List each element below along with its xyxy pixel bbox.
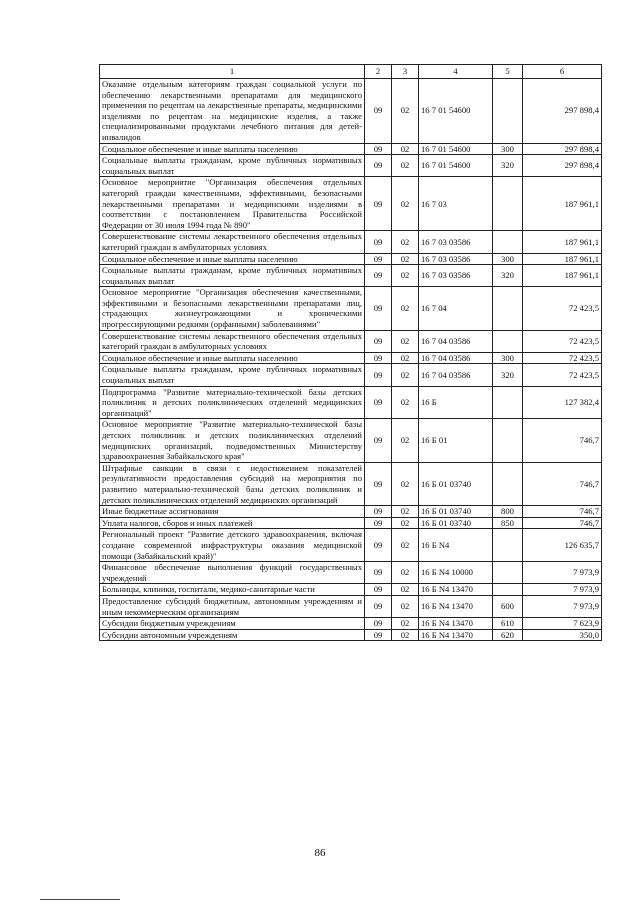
target-article-code: 16 7 04 03586 [419, 352, 493, 364]
subsection-code: 02 [392, 506, 419, 518]
column-header: 2 [365, 65, 392, 79]
expense-type-code [493, 462, 523, 505]
row-name: Социальные выплаты гражданам, кроме публичных нормативных социальных выплат [100, 265, 365, 287]
section-code: 09 [365, 330, 392, 352]
amount: 297 898,4 [523, 155, 602, 177]
target-article-code: 16 7 01 54600 [419, 79, 493, 144]
subsection-code: 02 [392, 155, 419, 177]
amount: 187 961,1 [523, 253, 602, 265]
row-name: Основное мероприятие "Организация обеспечения отдельных категорий граждан качественными, эффективными, безопасными лекарственными препаратами и медицинскими изделиями в соответствии с постановлением Правительства Российской Федерации от 30 июля 1994 года № 890" [100, 177, 365, 231]
subsection-code: 02 [392, 352, 419, 364]
section-code: 09 [365, 79, 392, 144]
expense-type-code [493, 79, 523, 144]
row-name: Совершенствование системы лекарственного обеспечения отдельных категорий граждан в амбулаторных условиях [100, 231, 365, 253]
column-header: 5 [493, 65, 523, 79]
table-header-row [100, 65, 602, 79]
table-row [100, 562, 602, 584]
row-name: Основное мероприятие "Развитие материально-технической базы детских поликлиник и детских поликлинических отделений медицинских организаций, подведомственных Министерству здравоохранения Забайкальского края" [100, 419, 365, 462]
row-name: Основное мероприятие "Организация обеспечения качественными, эффективными и безопасными лекарственными препаратами лиц, страдающих жизнеугрожающими и хроническими прогрессирующими редкими (орфанными) заболеваниями" [100, 287, 365, 330]
table-row [100, 618, 602, 630]
subsection-code: 02 [392, 517, 419, 529]
budget-table [99, 64, 602, 641]
row-name: Штрафные санкции в связи с недостижением показателей результативности предоставления субсидий на мероприятия по развитию материально-технической базы детских поликлиник и детских поликлинических отделений медицинских организаций [100, 462, 365, 505]
expense-type-code: 850 [493, 517, 523, 529]
expense-type-code: 320 [493, 364, 523, 386]
amount: 187 961,1 [523, 231, 602, 253]
target-article-code: 16 Б N4 [419, 529, 493, 562]
row-name: Подпрограмма "Развитие материально-технической базы детских поликлиник и детских поликлинических отделений медицинских организаций" [100, 386, 365, 419]
table-row [100, 265, 602, 287]
expense-type-code: 300 [493, 352, 523, 364]
amount: 127 382,4 [523, 386, 602, 419]
subsection-code: 02 [392, 231, 419, 253]
expense-type-code [493, 386, 523, 419]
amount: 72 423,5 [523, 352, 602, 364]
target-article-code: 16 7 03 [419, 177, 493, 231]
expense-type-code: 300 [493, 143, 523, 155]
target-article-code: 16 7 04 03586 [419, 364, 493, 386]
target-article-code: 16 7 04 [419, 287, 493, 330]
subsection-code: 02 [392, 529, 419, 562]
expense-type-code [493, 562, 523, 584]
amount: 187 961,1 [523, 177, 602, 231]
subsection-code: 02 [392, 79, 419, 144]
expense-type-code [493, 330, 523, 352]
section-code: 09 [365, 618, 392, 630]
table-row [100, 364, 602, 386]
table-row [100, 419, 602, 462]
expense-type-code [493, 287, 523, 330]
expense-type-code: 800 [493, 506, 523, 518]
table-row [100, 287, 602, 330]
row-name: Больницы, клиники, госпитали, медико-санитарные части [100, 584, 365, 596]
amount: 126 635,7 [523, 529, 602, 562]
table-body [100, 79, 602, 641]
subsection-code: 02 [392, 330, 419, 352]
target-article-code: 16 7 03 03586 [419, 253, 493, 265]
table-row [100, 143, 602, 155]
section-code: 09 [365, 231, 392, 253]
table-row [100, 330, 602, 352]
section-code: 09 [365, 155, 392, 177]
target-article-code: 16 Б 01 03740 [419, 506, 493, 518]
table-row [100, 595, 602, 617]
section-code: 09 [365, 629, 392, 641]
target-article-code: 16 7 01 54600 [419, 155, 493, 177]
section-code: 09 [365, 506, 392, 518]
page-number: 86 [314, 847, 326, 859]
footnote-separator [40, 899, 120, 900]
row-name: Региональный проект "Развитие детского здравоохранения, включая создание современной инфраструктуры оказания медицинской помощи (Забайкальский край)" [100, 529, 365, 562]
table-row [100, 386, 602, 419]
section-code: 09 [365, 364, 392, 386]
subsection-code: 02 [392, 253, 419, 265]
row-name: Социальное обеспечение и иные выплаты населению [100, 143, 365, 155]
column-header: 6 [523, 65, 602, 79]
expense-type-code [493, 231, 523, 253]
row-name: Социальное обеспечение и иные выплаты населению [100, 352, 365, 364]
amount: 746,7 [523, 419, 602, 462]
table-row [100, 462, 602, 505]
column-header: 4 [419, 65, 493, 79]
table-row [100, 253, 602, 265]
section-code: 09 [365, 595, 392, 617]
row-name: Субсидии автономным учреждениям [100, 629, 365, 641]
expense-type-code [493, 419, 523, 462]
amount: 350,0 [523, 629, 602, 641]
amount: 7 623,9 [523, 618, 602, 630]
row-name: Уплата налогов, сборов и иных платежей [100, 517, 365, 529]
amount: 72 423,5 [523, 364, 602, 386]
target-article-code: 16 7 03 03586 [419, 265, 493, 287]
section-code: 09 [365, 529, 392, 562]
expense-type-code: 600 [493, 595, 523, 617]
section-code: 09 [365, 265, 392, 287]
subsection-code: 02 [392, 584, 419, 596]
amount: 7 973,9 [523, 595, 602, 617]
amount: 7 973,9 [523, 584, 602, 596]
section-code: 09 [365, 352, 392, 364]
section-code: 09 [365, 419, 392, 462]
row-name: Предоставление субсидий бюджетным, автономным учреждениям и иным некоммерческим организациям [100, 595, 365, 617]
target-article-code: 16 7 04 03586 [419, 330, 493, 352]
row-name: Финансовое обеспечение выполнения функций государственных учреждений [100, 562, 365, 584]
target-article-code: 16 Б N4 13470 [419, 584, 493, 596]
subsection-code: 02 [392, 386, 419, 419]
subsection-code: 02 [392, 265, 419, 287]
column-header: 3 [392, 65, 419, 79]
expense-type-code [493, 529, 523, 562]
amount: 187 961,1 [523, 265, 602, 287]
amount: 746,7 [523, 506, 602, 518]
target-article-code: 16 Б N4 10000 [419, 562, 493, 584]
expense-type-code: 610 [493, 618, 523, 630]
subsection-code: 02 [392, 143, 419, 155]
table-row [100, 79, 602, 144]
table-row [100, 231, 602, 253]
amount: 72 423,5 [523, 287, 602, 330]
row-name: Социальные выплаты гражданам, кроме публичных нормативных социальных выплат [100, 155, 365, 177]
target-article-code: 16 Б N4 13470 [419, 629, 493, 641]
table-row [100, 529, 602, 562]
section-code: 09 [365, 517, 392, 529]
target-article-code: 16 Б [419, 386, 493, 419]
amount: 746,7 [523, 517, 602, 529]
section-code: 09 [365, 177, 392, 231]
table-row [100, 155, 602, 177]
section-code: 09 [365, 386, 392, 419]
section-code: 09 [365, 462, 392, 505]
subsection-code: 02 [392, 462, 419, 505]
row-name: Субсидии бюджетным учреждениям [100, 618, 365, 630]
subsection-code: 02 [392, 629, 419, 641]
subsection-code: 02 [392, 287, 419, 330]
amount: 746,7 [523, 462, 602, 505]
target-article-code: 16 Б 01 [419, 419, 493, 462]
section-code: 09 [365, 287, 392, 330]
section-code: 09 [365, 562, 392, 584]
subsection-code: 02 [392, 177, 419, 231]
target-article-code: 16 Б 01 03740 [419, 517, 493, 529]
target-article-code: 16 Б N4 13470 [419, 618, 493, 630]
subsection-code: 02 [392, 562, 419, 584]
section-code: 09 [365, 143, 392, 155]
expense-type-code: 320 [493, 155, 523, 177]
table-row [100, 629, 602, 641]
target-article-code: 16 7 03 03586 [419, 231, 493, 253]
row-name: Совершенствование системы лекарственного обеспечения отдельных категорий граждан в амбулаторных условиях [100, 330, 365, 352]
expense-type-code [493, 177, 523, 231]
target-article-code: 16 Б 01 03740 [419, 462, 493, 505]
row-name: Социальные выплаты гражданам, кроме публичных нормативных социальных выплат [100, 364, 365, 386]
amount: 7 973,9 [523, 562, 602, 584]
row-name: Оказание отдельным категориям граждан социальной услуги по обеспечению лекарственными препаратами для медицинского применения по рецептам на лекарственные препараты, медицинскими изделиями по рецептам на медицинские изделия, а также специализированными продуктами лечебного питания для детей-инвалидов [100, 79, 365, 144]
section-code: 09 [365, 253, 392, 265]
table-row [100, 352, 602, 364]
amount: 72 423,5 [523, 330, 602, 352]
section-code: 09 [365, 584, 392, 596]
subsection-code: 02 [392, 419, 419, 462]
subsection-code: 02 [392, 364, 419, 386]
expense-type-code [493, 584, 523, 596]
table-row [100, 177, 602, 231]
expense-type-code: 620 [493, 629, 523, 641]
target-article-code: 16 Б N4 13470 [419, 595, 493, 617]
subsection-code: 02 [392, 618, 419, 630]
table-row [100, 517, 602, 529]
row-name: Иные бюджетные ассигнования [100, 506, 365, 518]
amount: 297 898,4 [523, 79, 602, 144]
row-name: Социальное обеспечение и иные выплаты населению [100, 253, 365, 265]
expense-type-code: 300 [493, 253, 523, 265]
subsection-code: 02 [392, 595, 419, 617]
expense-type-code: 320 [493, 265, 523, 287]
amount: 297 898,4 [523, 143, 602, 155]
target-article-code: 16 7 01 54600 [419, 143, 493, 155]
table-row [100, 506, 602, 518]
column-header: 1 [100, 65, 365, 79]
table-row [100, 584, 602, 596]
